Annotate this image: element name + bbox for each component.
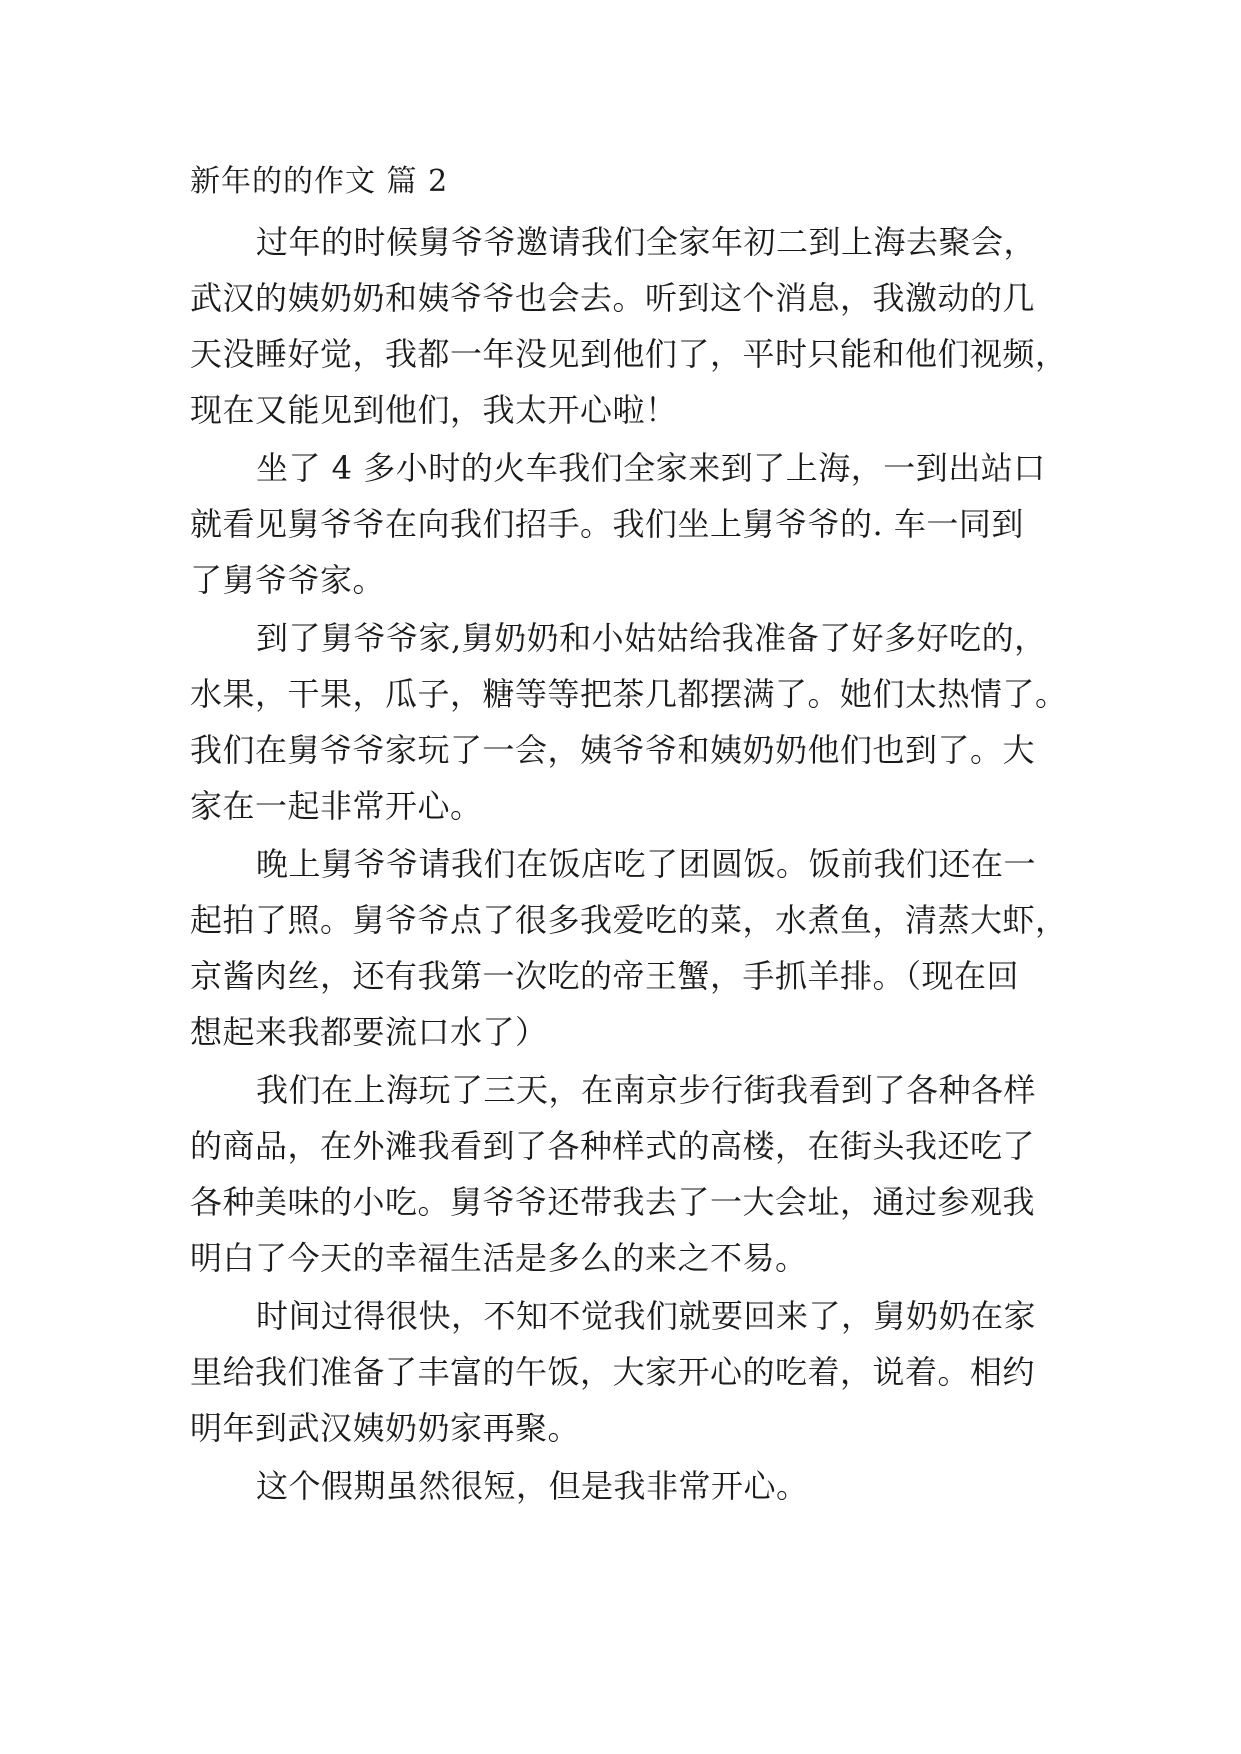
paragraph-line: 我们在舅爷爷家玩了一会，姨爷爷和姨奶奶他们也到了。大 bbox=[190, 731, 1036, 769]
paragraph-line: 就看见舅爷爷在向我们招手。我们坐上舅爷爷的. 车一同到 bbox=[190, 505, 1024, 543]
paragraph-line: 想起来我都要流口水了） bbox=[190, 1013, 548, 1051]
document-body bbox=[190, 160, 1070, 1516]
paragraph-5 bbox=[190, 1062, 1070, 1286]
paragraph-line: 我们在上海玩了三天，在南京步行街我看到了各种各样 bbox=[256, 1071, 1037, 1109]
paragraph-4 bbox=[190, 836, 1070, 1060]
paragraph-2 bbox=[190, 440, 1070, 608]
paragraph-line: 这个假期虽然很短，但是我非常开心。 bbox=[256, 1467, 809, 1505]
document-title: 新年的的作文 篇 2 bbox=[190, 164, 449, 199]
paragraph-line: 到了舅爷爷家,舅奶奶和小姑姑给我准备了好多好吃的， bbox=[256, 619, 1047, 657]
paragraph-line: 里给我们准备了丰富的午饭，大家开心的吃着，说着。相约 bbox=[190, 1353, 1036, 1391]
paragraph-line: 过年的时候舅爷爷邀请我们全家年初二到上海去聚会， bbox=[256, 223, 1037, 261]
paragraph-line: 明白了今天的幸福生活是多么的来之不易。 bbox=[190, 1239, 808, 1277]
paragraph-line: 家在一起非常开心。 bbox=[190, 787, 483, 825]
paragraph-line: 了舅爷爷家。 bbox=[190, 561, 386, 599]
paragraph-line: 的商品，在外滩我看到了各种样式的高楼，在街头我还吃了 bbox=[190, 1127, 1036, 1165]
paragraph-line: 时间过得很快，不知不觉我们就要回来了，舅奶奶在家 bbox=[256, 1297, 1037, 1335]
paragraph-line: 京酱肉丝，还有我第一次吃的帝王蟹，手抓羊排。（现在回 bbox=[190, 957, 1020, 995]
paragraph-6 bbox=[190, 1288, 1070, 1456]
paragraph-line: 晚上舅爷爷请我们在饭店吃了团圆饭。饭前我们还在一 bbox=[256, 845, 1037, 883]
paragraph-line: 武汉的姨奶奶和姨爷爷也会去。听到这个消息，我激动的几 bbox=[190, 279, 1036, 317]
paragraph-line: 坐了 4 多小时的火车我们全家来到了上海，一到出站口 bbox=[256, 449, 1046, 487]
paragraph-3 bbox=[190, 610, 1070, 834]
paragraph-line: 各种美味的小吃。舅爷爷还带我去了一大会址，通过参观我 bbox=[190, 1183, 1036, 1221]
paragraph-line: 现在又能见到他们，我太开心啦！ bbox=[190, 391, 678, 429]
paragraph-line: 起拍了照。舅爷爷点了很多我爱吃的菜，水煮鱼，清蒸大虾， bbox=[190, 901, 1068, 939]
paragraph-line: 明年到武汉姨奶奶家再聚。 bbox=[190, 1409, 581, 1447]
paragraph-1 bbox=[190, 214, 1070, 438]
paragraph-7 bbox=[190, 1458, 1070, 1514]
paragraph-line: 水果，干果，瓜子，糖等等把茶几都摆满了。她们太热情了。 bbox=[190, 675, 1068, 713]
paragraph-line: 天没睡好觉，我都一年没见到他们了，平时只能和他们视频， bbox=[190, 335, 1068, 373]
